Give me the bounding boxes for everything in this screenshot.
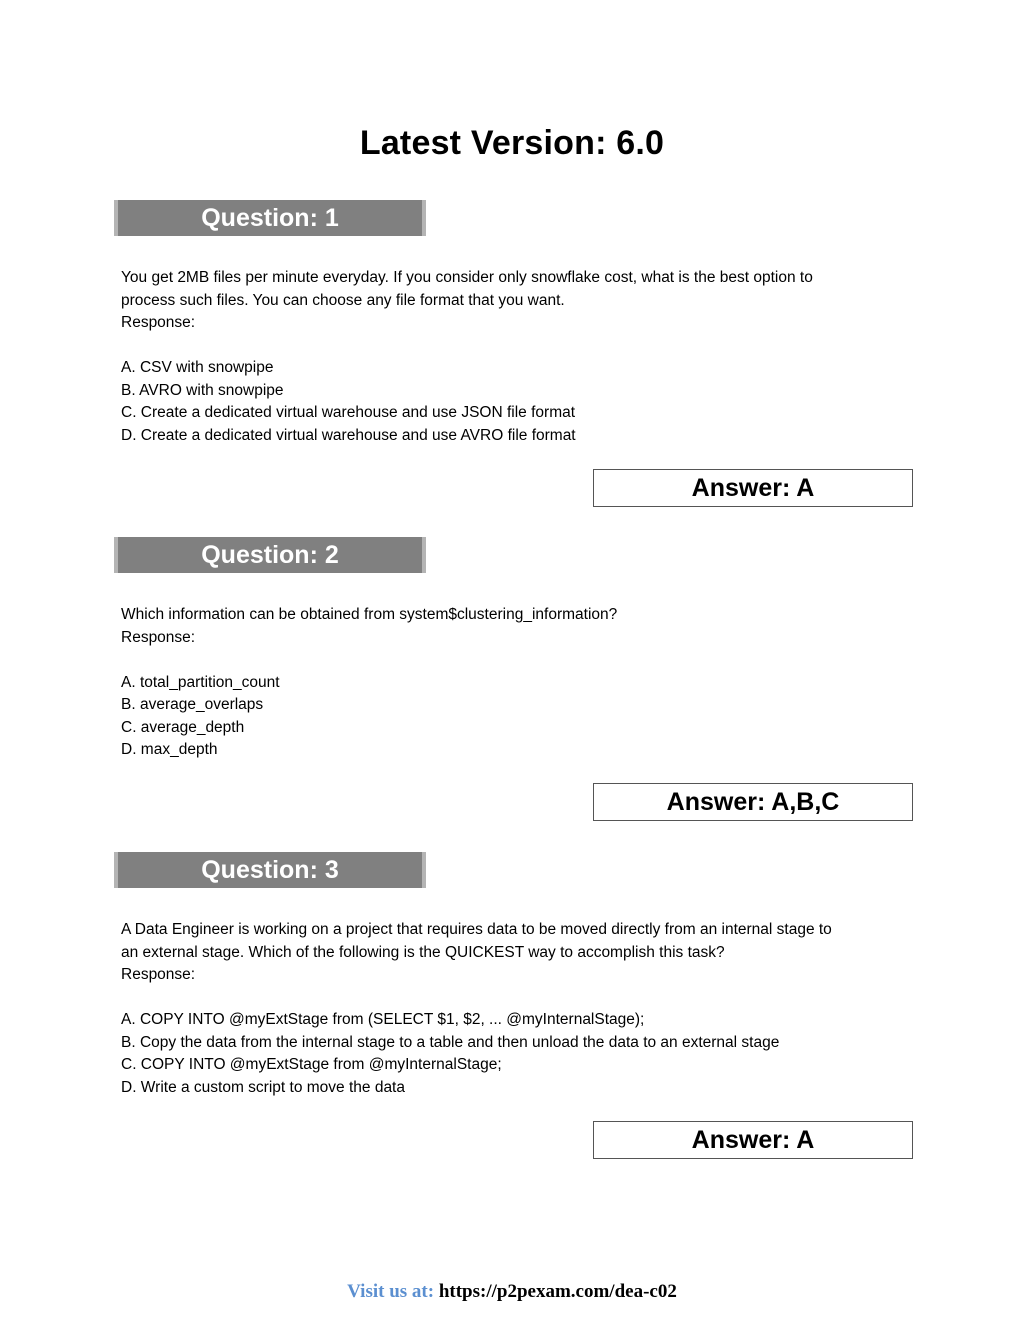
- question-3-body: [121, 919, 921, 1099]
- option-b: B. AVRO with snowpipe: [121, 381, 284, 399]
- option-a: A. total_partition_count: [121, 673, 280, 691]
- question-text-line: A Data Engineer is working on a project that requires data to be moved directly from an internal stage to: [121, 921, 832, 938]
- answer-box-3: Answer: A: [593, 1121, 913, 1159]
- question-1-body: [121, 267, 921, 447]
- response-label: Response:: [121, 628, 196, 646]
- option-d: D. Create a dedicated virtual warehouse and use AVRO file format: [121, 426, 576, 444]
- question-3-header: Question: 3: [114, 852, 426, 888]
- footer: [0, 1281, 1024, 1303]
- option-c: C. average_depth: [121, 718, 245, 736]
- option-b: B. average_overlaps: [121, 696, 264, 713]
- question-2-body: [121, 604, 921, 762]
- option-c: C. COPY INTO @myExtStage from @myInternalStage;: [121, 1056, 502, 1073]
- footer-url-link[interactable]: https://p2pexam.com/dea-c02: [438, 1281, 677, 1302]
- option-d: D. max_depth: [121, 741, 218, 758]
- option-a: A. CSV with snowpipe: [121, 359, 274, 376]
- option-c: C. Create a dedicated virtual warehouse and use JSON file format: [121, 404, 576, 421]
- option-d: D. Write a custom script to move the data: [121, 1078, 405, 1096]
- response-label: Response:: [121, 966, 196, 983]
- question-1-header: Question: 1: [114, 200, 426, 236]
- option-a: A. COPY INTO @myExtStage from (SELECT $1, $2, ... @myInternalStage);: [121, 1011, 645, 1028]
- footer-visit-label: Visit us at:: [347, 1281, 435, 1302]
- option-b: B. Copy the data from the internal stage to a table and then unload the data to an external stage: [121, 1033, 780, 1051]
- question-text-line: an external stage. Which of the following is the QUICKEST way to accomplish this task?: [121, 943, 725, 961]
- response-label: Response:: [121, 314, 196, 331]
- page-title: Latest Version: 6.0: [359, 124, 665, 162]
- question-text-line: process such files. You can choose any file format that you want.: [121, 291, 565, 309]
- answer-box-1: Answer: A: [593, 469, 913, 507]
- question-2-header: Question: 2: [114, 537, 426, 573]
- question-text-line: You get 2MB files per minute everyday. If you consider only snowflake cost, what is the best option to: [121, 269, 813, 286]
- question-text-line: Which information can be obtained from system$clustering_information?: [121, 606, 618, 623]
- answer-box-2: Answer: A,B,C: [593, 783, 913, 821]
